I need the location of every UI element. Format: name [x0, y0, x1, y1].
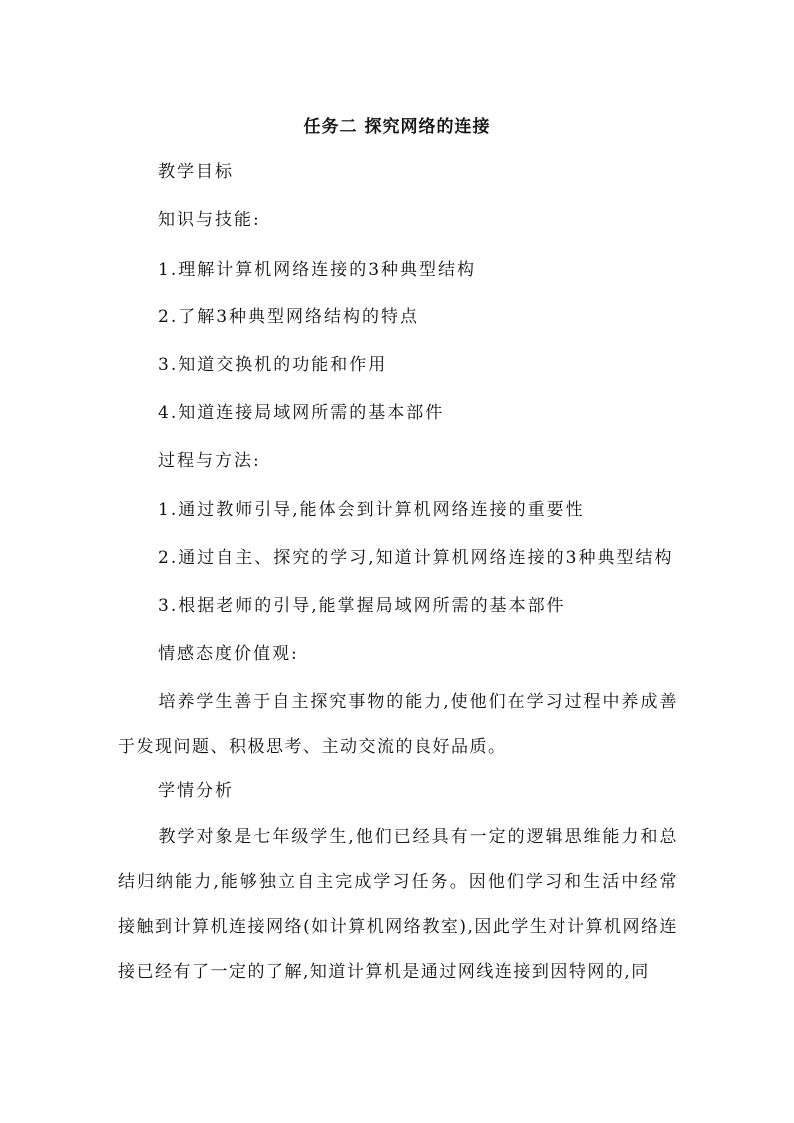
list-item: 3.根据老师的引导,能掌握局域网所需的基本部件: [158, 596, 566, 616]
list-item: 2.通过自主、探究的学习,知道计算机网络连接的3种典型结构: [158, 548, 674, 568]
paragraph-student-analysis: [118, 815, 678, 995]
heading-teaching-goals: 教学目标: [158, 162, 234, 182]
heading-process-methods: 过程与方法:: [158, 451, 261, 471]
list-item: 1.通过教师引导,能体会到计算机网络连接的重要性: [158, 500, 585, 520]
paragraph-text: 教学对象是七年级学生,他们已经具有一定的逻辑思维能力和总结归纳能力,能够独立自主完成学习任务。因他们学习和生活中经常接触到计算机连接网络(如计算机网络教室),因此学生对计算机网络连接已经有了一定的了解,知道计算机是通过网线连接到因特网的,同: [118, 827, 678, 982]
paragraph-attitude: [118, 680, 678, 770]
paragraph-text: 培养学生善于自主探究事物的能力,使他们在学习过程中养成善于发现问题、积极思考、主动交流的良好品质。: [118, 692, 678, 757]
heading-attitude-values: 情感态度价值观:: [158, 644, 299, 664]
document-title: 任务二 探究网络的连接: [303, 117, 491, 137]
list-item: 4.知道连接局域网所需的基本部件: [158, 403, 445, 423]
heading-knowledge-skills: 知识与技能:: [158, 210, 261, 230]
list-item: 1.理解计算机网络连接的3种典型结构: [158, 260, 477, 280]
list-item: 3.知道交换机的功能和作用: [158, 355, 388, 375]
heading-student-analysis: 学情分析: [158, 781, 234, 801]
list-item: 2.了解3种典型网络结构的特点: [158, 307, 420, 327]
